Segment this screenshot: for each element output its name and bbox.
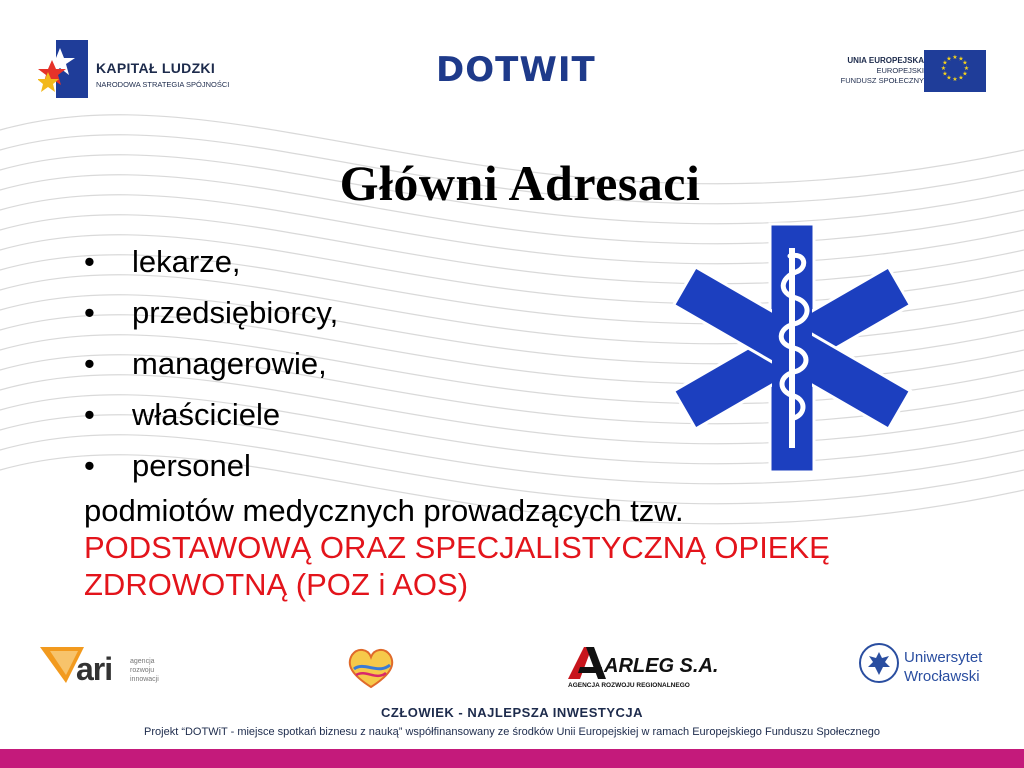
university-logo bbox=[858, 642, 988, 692]
arleg-subtitle: AGENCJA ROZWOJU REGIONALNEGO bbox=[568, 682, 690, 689]
list-item-text: lekarze, bbox=[132, 244, 241, 279]
kapital-ludzki-logo bbox=[38, 38, 278, 106]
dotwit-logo bbox=[436, 50, 626, 94]
footer-project-note: Projekt “DOTWiT - miejsce spotkań biznesu z nauką” współfinansowany ze środków Unii Europejskiej w ramach Europejskiego Funduszu Społecznego bbox=[144, 726, 880, 738]
description-highlight: PODSTAWOWĄ ORAZ SPECJALISTYCZNĄ OPIEKĘ ZDROWOTNĄ (POZ i AOS) bbox=[84, 530, 830, 602]
svg-text:★: ★ bbox=[952, 76, 958, 83]
eu-flag-icon bbox=[924, 50, 986, 92]
arleg-name: ARLEG S.A. bbox=[604, 655, 719, 677]
university-line2: Wrocławski bbox=[904, 668, 980, 685]
ari-sub-line2: rozwoju bbox=[130, 667, 155, 674]
arleg-logo bbox=[566, 645, 719, 693]
eu-logo bbox=[816, 50, 986, 94]
description-text: podmiotów medycznych prowadzących tzw. bbox=[84, 493, 684, 528]
bullet-icon: • bbox=[84, 448, 95, 483]
kapital-ludzki-star-icon bbox=[38, 38, 90, 100]
ari-sub-line1: agencja bbox=[130, 658, 155, 665]
svg-text:★: ★ bbox=[952, 54, 958, 61]
kapital-ludzki-subtitle: NARODOWA STRATEGIA SPÓJNOŚCI bbox=[96, 80, 230, 89]
svg-text:★: ★ bbox=[946, 74, 952, 82]
kapital-ludzki-title: KAPITAŁ LUDZKI bbox=[96, 60, 216, 76]
university-name bbox=[904, 648, 982, 686]
bullet-icon: • bbox=[84, 397, 95, 432]
eu-line1: UNIA EUROPEJSKA bbox=[847, 56, 924, 65]
svg-text:★: ★ bbox=[946, 55, 952, 63]
list-item-text: właściciele bbox=[132, 397, 281, 432]
ari-sub-line3: innowacji bbox=[130, 676, 159, 683]
list-item bbox=[84, 440, 338, 491]
list-item-text: przedsiębiorcy, bbox=[132, 295, 339, 330]
university-line1: Uniwersytet bbox=[904, 649, 983, 666]
footer-tagline: CZŁOWIEK - NAJLEPSZA INWESTYCJA bbox=[380, 705, 644, 720]
list-item bbox=[84, 338, 338, 389]
bullet-icon: • bbox=[84, 295, 95, 330]
eu-line2: EUROPEJSKI bbox=[876, 66, 924, 75]
ari-subtitle bbox=[130, 657, 159, 684]
list-item-text: personel bbox=[132, 448, 251, 483]
ari-logo bbox=[40, 643, 170, 691]
svg-text:★: ★ bbox=[940, 65, 947, 72]
slide-title: Główni Adresaci bbox=[339, 155, 701, 211]
ari-name: ari bbox=[76, 651, 113, 687]
star-of-life-icon bbox=[664, 222, 920, 474]
svg-text:★: ★ bbox=[962, 59, 968, 67]
svg-text:★: ★ bbox=[942, 59, 948, 67]
bullet-icon: • bbox=[84, 346, 95, 381]
svg-text:★: ★ bbox=[962, 70, 968, 78]
list-item bbox=[84, 389, 338, 440]
list-item-text: managerowie, bbox=[132, 346, 327, 381]
list-item bbox=[84, 287, 338, 338]
svg-text:★: ★ bbox=[958, 74, 964, 82]
eu-line3: FUNDUSZ SPOŁECZNY bbox=[840, 76, 924, 85]
heart-logo-icon bbox=[344, 645, 398, 691]
eu-text bbox=[841, 56, 924, 86]
addressee-list bbox=[84, 236, 338, 491]
list-item bbox=[84, 236, 338, 287]
bullet-icon: • bbox=[84, 244, 95, 279]
dotwit-name: DOTWIT bbox=[436, 50, 596, 90]
university-eagle-icon bbox=[858, 642, 900, 684]
svg-text:★: ★ bbox=[942, 70, 948, 78]
svg-text:★: ★ bbox=[958, 55, 964, 63]
svg-text:★: ★ bbox=[963, 65, 970, 72]
arleg-a-icon bbox=[566, 645, 606, 681]
description-paragraph bbox=[84, 492, 944, 603]
bottom-bar bbox=[0, 749, 1024, 768]
